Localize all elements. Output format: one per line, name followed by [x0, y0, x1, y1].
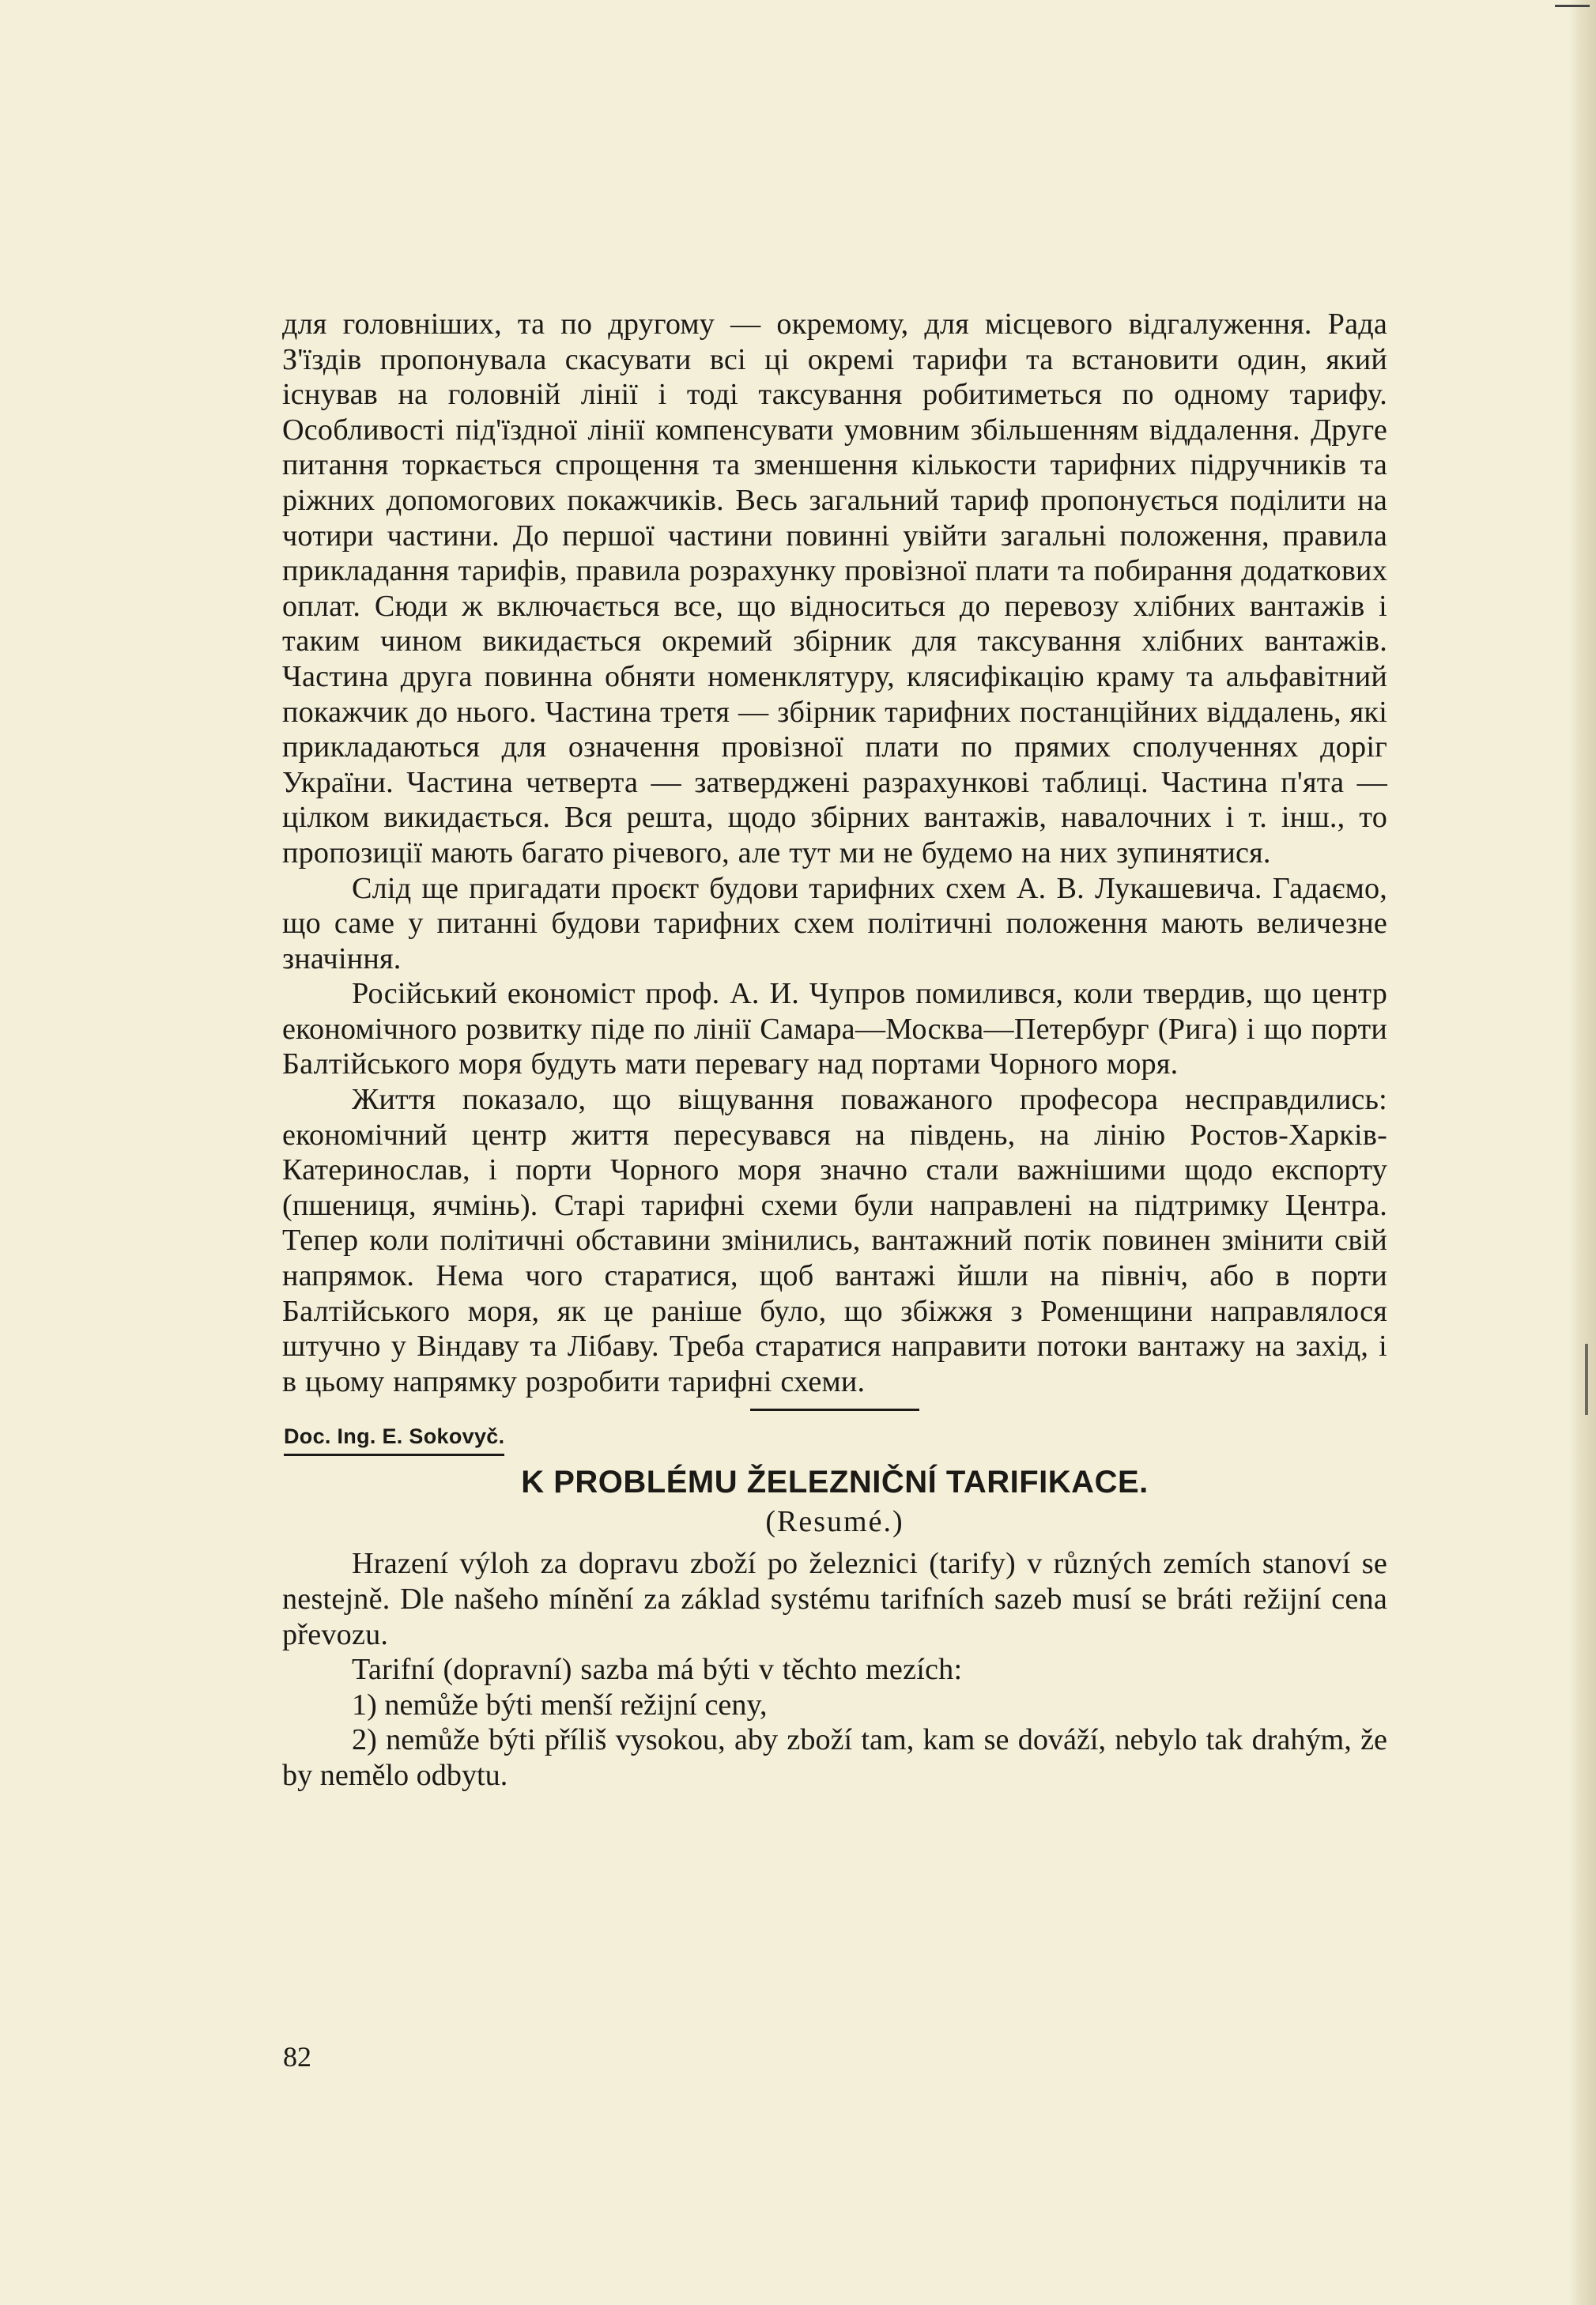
body-paragraph-3: Російський економіст проф. А. И. Чупров помилився, коли твердив, що центр економічного розвитку піде по лінії Самара—Москва—Петербург (Рига) і що порти Балтійського моря будуть мати перевагу над портами Чорного моря.	[282, 977, 1387, 1081]
resume-author: Doc. Ing. E. Sokovyč.	[284, 1424, 504, 1456]
resume-subtitle: (Resumé.)	[765, 1505, 904, 1539]
binding-mark	[1585, 1344, 1588, 1415]
body-paragraph-1: для головніших, та по другому — окремому, для місцевого відгалуження. Рада З'їздів пропонувала скасувати всі ці окремі тарифи та встановити один, який існував на головній лінії і тоді таксування робитиметься по одному тарифу. Особливості під'їздної лінії компенсувати умовним збільшенням віддалення. Друге питання торкається спрощення та зменшення кількости тарифних підручників та ріжних допомогових покажчиків. Весь загальний тариф пропонується поділити на чотири частини. До першої частини повинні увійти загальні положення, правила прикладання тарифів, правила розрахунку провізної плати та побирання додаткових оплат. Сюди ж включається все, що відноситься до перевозу хлібних вантажів і таким чином викидається окремий збірник для таксування хлібних вантажів. Частина друга повинна обняти номенклятуру, клясифікацію краму та альфавітний покажчик до нього. Частина третя — збірник тарифних постанційних віддалень, які прикладаються для означення провізної плати по прямих сполученнях доріг України. Частина четверта — затверджені разрахункові таблиці. Частина п'ята — цілком викидається. Вся решта, щодо збірних вантажів, навалочних і т. інш., то пропозиції мають багато річевого, але тут ми не будемо на них зупинятися.	[282, 307, 1387, 870]
body-paragraph-4: Життя показало, що віщування поважаного професора несправдились: економічний центр життя пересувався на південь, на лінію Ростов-Харків-Катеринослав, і порти Чорного моря значно стали важнішими щодо експорту (пшениця, ячмінь). Старі тарифні схеми були направлені на підтримку Центра. Тепер коли політичні обставини змінились, вантажний потік повинен змінити свій напрямок. Нема чого старатися, щоб вантажі йшли на північ, або в порти Балтійського моря, як це раніше було, що збіжжя з Роменщини направлялося штучно у Віндаву та Лібаву. Треба старатися направити потоки вантажу на захід, і в цьому напрямку розробити тарифні схеми.	[282, 1083, 1387, 1398]
resume-list-item-2: 2) nemůže býti příliš vysokou, aby zboží tam, kam se dováží, nebylo tak drahým, že by nemělo odbytu.	[282, 1723, 1387, 1792]
resume-title: K PROBLÉMU ŽELEZNIČNÍ TARIFIKACE.	[521, 1465, 1149, 1500]
page-edge-shadow	[1569, 0, 1596, 2305]
body-paragraph-2: Слід ще пригадати проєкт будови тарифних схем А. В. Лукашевича. Гадаємо, що саме у питанні будови тарифних схем політичні положення мають величезне значіння.	[282, 871, 1387, 975]
corner-mark	[1555, 5, 1590, 15]
section-divider	[750, 1409, 919, 1411]
page-number: 82	[283, 2041, 311, 2073]
resume-paragraph-2: Tarifní (dopravní) sazba má býti v těchto mezích:	[352, 1653, 963, 1687]
resume-paragraph-1: Hrazení výloh za dopravu zboží po železnici (tarify) v různých zemích stanoví se nestejně. Dle našeho mínění za základ systému tarifních sazeb musí se bráti režijní cena převozu.	[282, 1547, 1387, 1651]
text-column	[282, 307, 1387, 1794]
resume-list-item-1: 1) nemůže býti menší režijní ceny,	[352, 1688, 768, 1722]
